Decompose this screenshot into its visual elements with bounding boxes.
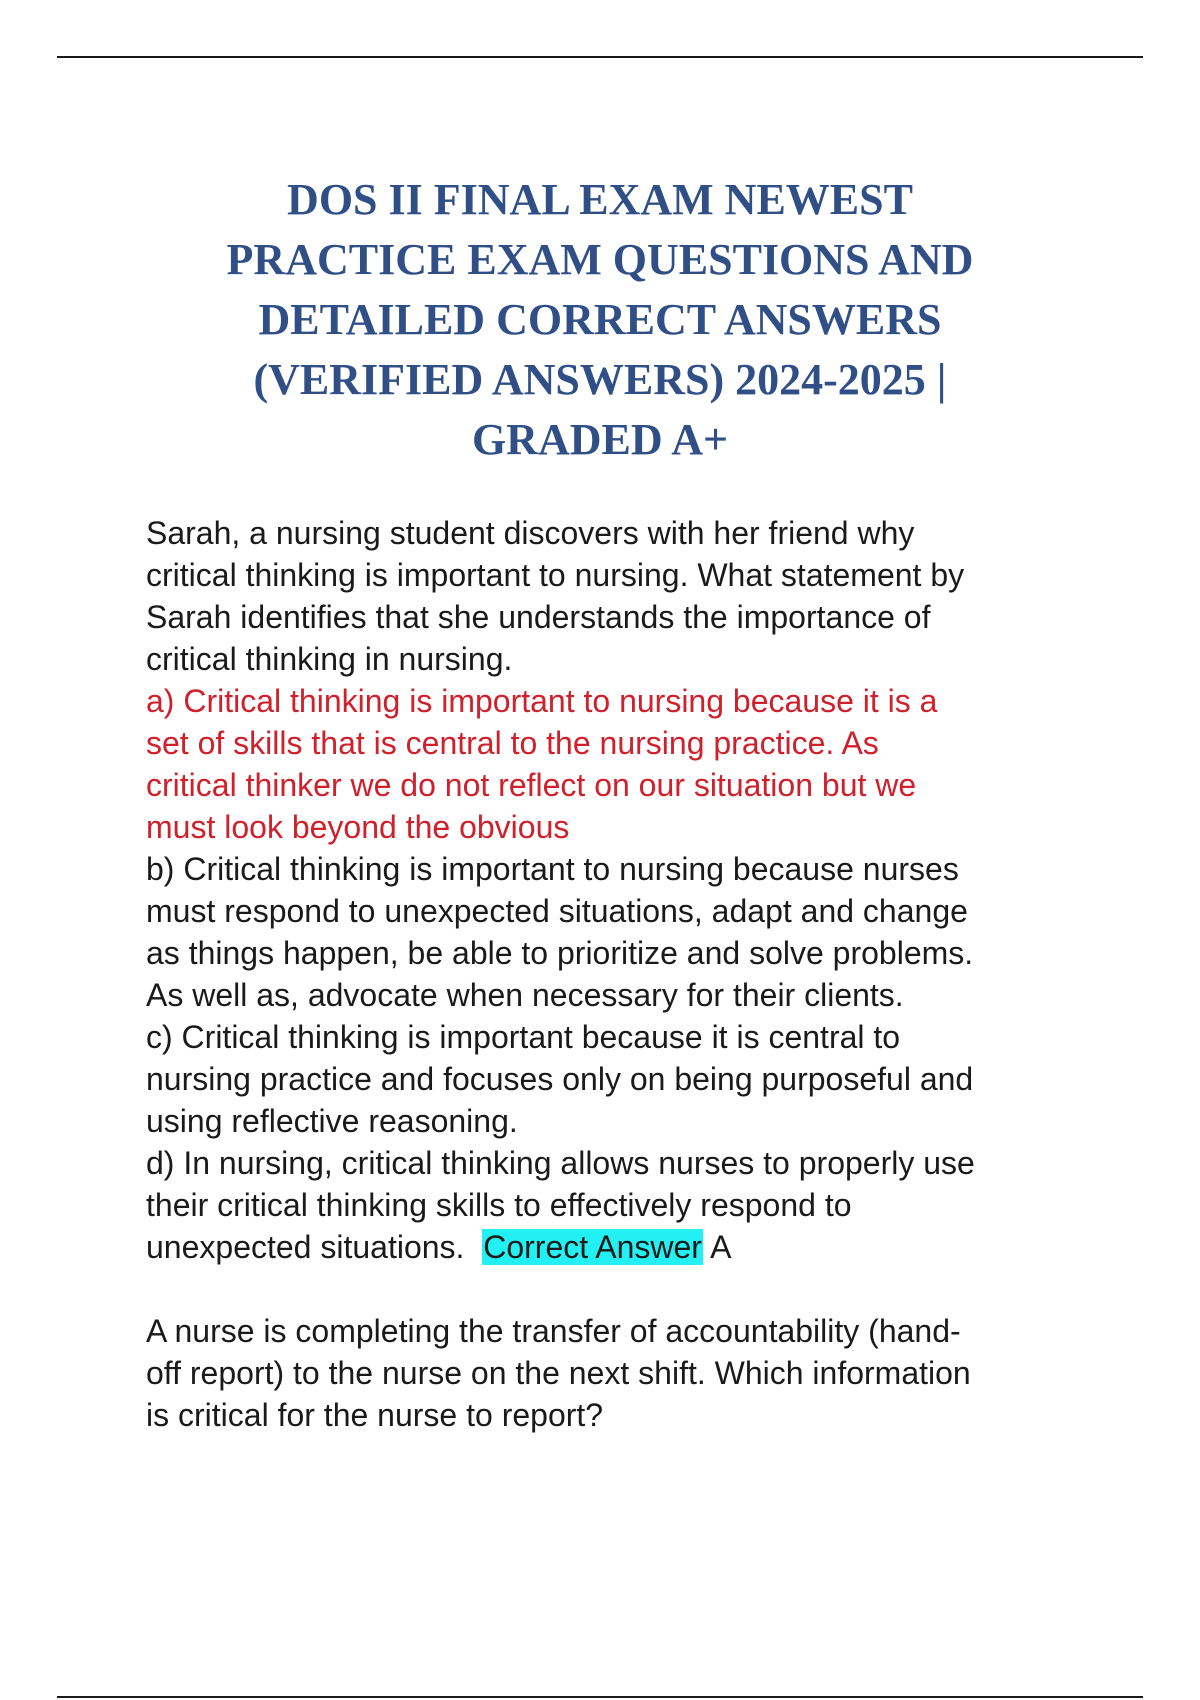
text-line: A nurse is completing the transfer of accountability (hand- bbox=[146, 1313, 961, 1349]
top-divider bbox=[57, 56, 1143, 58]
text-line: a) Critical thinking is important to nursing because it is a bbox=[146, 683, 938, 719]
option-b bbox=[146, 848, 1106, 1016]
correct-answer-value: A bbox=[710, 1229, 732, 1265]
text-line: using reflective reasoning. bbox=[146, 1103, 518, 1139]
question-1 bbox=[146, 512, 1106, 1268]
question-1-stem bbox=[146, 512, 1106, 680]
text-line: critical thinking is important to nursing. What statement by bbox=[146, 557, 965, 593]
text-line: their critical thinking skills to effectively respond to bbox=[146, 1187, 852, 1223]
question-spacer bbox=[146, 1268, 1106, 1310]
text-line: set of skills that is central to the nursing practice. As bbox=[146, 725, 879, 761]
title-line: PRACTICE EXAM QUESTIONS AND bbox=[226, 235, 974, 284]
text-line: must look beyond the obvious bbox=[146, 809, 570, 845]
text-line: b) Critical thinking is important to nursing because nurses bbox=[146, 851, 959, 887]
text-line: As well as, advocate when necessary for their clients. bbox=[146, 977, 904, 1013]
document-title bbox=[120, 170, 1080, 470]
correct-answer-label: Correct Answer bbox=[483, 1229, 702, 1265]
option-d bbox=[146, 1142, 1106, 1268]
title-line: (VERIFIED ANSWERS) 2024-2025 | bbox=[253, 355, 947, 404]
text-line: d) In nursing, critical thinking allows nurses to properly use bbox=[146, 1145, 975, 1181]
text-line: is critical for the nurse to report? bbox=[146, 1397, 604, 1433]
text-line: as things happen, be able to prioritize and solve problems. bbox=[146, 935, 974, 971]
text-line: off report) to the nurse on the next shift. Which information bbox=[146, 1355, 971, 1391]
question-2 bbox=[146, 1310, 1106, 1436]
text-line: unexpected situations. bbox=[146, 1229, 465, 1265]
text-line: critical thinking in nursing. bbox=[146, 641, 513, 677]
text-line: nursing practice and focuses only on being purposeful and bbox=[146, 1061, 974, 1097]
document-body bbox=[146, 512, 1106, 1436]
text-line: critical thinker we do not reflect on our situation but we bbox=[146, 767, 917, 803]
title-line: DOS II FINAL EXAM NEWEST bbox=[287, 175, 913, 224]
text-line: must respond to unexpected situations, adapt and change bbox=[146, 893, 968, 929]
title-line: DETAILED CORRECT ANSWERS bbox=[258, 295, 942, 344]
question-2-stem bbox=[146, 1310, 1106, 1436]
text-line: Sarah, a nursing student discovers with her friend why bbox=[146, 515, 915, 551]
title-line: GRADED A+ bbox=[471, 415, 729, 464]
bottom-divider bbox=[57, 1696, 1143, 1698]
text-line: Sarah identifies that she understands the importance of bbox=[146, 599, 931, 635]
option-c bbox=[146, 1016, 1106, 1142]
text-line: c) Critical thinking is important because it is central to bbox=[146, 1019, 901, 1055]
option-a bbox=[146, 680, 1106, 848]
